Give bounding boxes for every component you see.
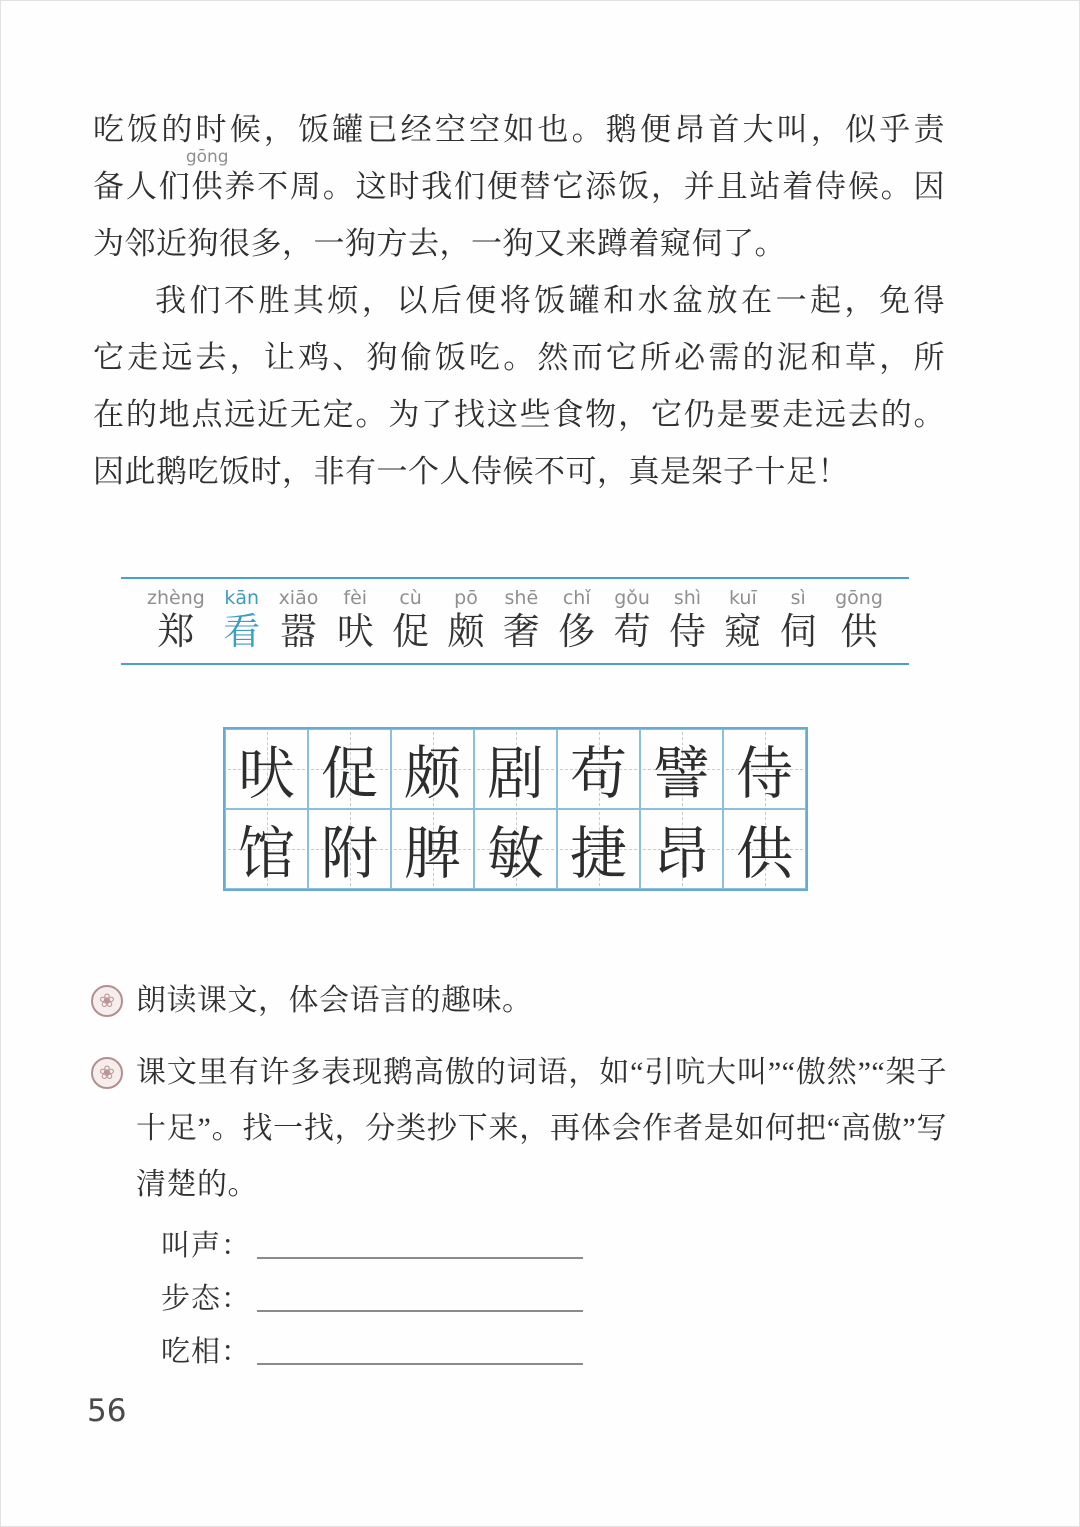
pinyin-annotation: gōng xyxy=(185,147,229,167)
grid-character: 促 xyxy=(321,743,378,806)
pinyin-strip-item xyxy=(558,586,595,656)
grid-cell xyxy=(391,729,474,809)
pinyin-label: shì xyxy=(673,587,702,609)
grid-cell xyxy=(640,809,723,889)
grid-cell xyxy=(308,809,391,889)
character: 奢 xyxy=(502,612,540,653)
pinyin-label: zhèng xyxy=(147,587,205,609)
grid-character: 剧 xyxy=(487,743,544,806)
grid-character: 脾 xyxy=(404,823,461,886)
exercise-1 xyxy=(91,973,947,1029)
grid-cell xyxy=(391,809,474,889)
pinyin-strip-item xyxy=(147,586,205,656)
grid-cell xyxy=(225,729,308,809)
fill-in-label: 步态： xyxy=(161,1283,252,1315)
grid-character: 馆 xyxy=(238,823,295,886)
writing-practice-grid xyxy=(223,727,808,891)
character: 侍 xyxy=(668,612,706,653)
passage-line xyxy=(93,147,946,215)
pinyin-label: gōng xyxy=(835,587,883,609)
exercise-2 xyxy=(91,1045,947,1213)
passage-line: 为邻近狗很多，一狗方去，一狗又来蹲着窥伺了。 xyxy=(93,226,786,261)
passage-line: 在的地点远近无定。为了找这些食物，它仍是要走远去的。 xyxy=(93,397,945,432)
pinyin-strip-item xyxy=(724,586,761,656)
character: 吠 xyxy=(336,612,374,653)
pinyin-strip-item xyxy=(337,586,374,656)
character: 供 xyxy=(840,612,878,653)
character: 侈 xyxy=(558,612,596,653)
pinyin-label: fèi xyxy=(343,587,368,609)
grid-cell xyxy=(474,809,557,889)
character: 促 xyxy=(392,612,430,653)
grid-character: 譬 xyxy=(653,743,710,806)
grid-cell xyxy=(225,809,308,889)
pinyin-label: gǒu xyxy=(614,587,650,609)
pinyin-label: sì xyxy=(790,587,806,609)
annotated-char: 供 xyxy=(191,169,223,204)
grid-cell xyxy=(723,729,806,809)
grid-character: 供 xyxy=(736,823,793,886)
ornament-bullet-icon: ❀ xyxy=(91,1057,123,1089)
passage-line-segment: 养不周。这时我们便替它添饭，并且站着侍候。因 xyxy=(222,169,946,204)
pinyin-strip-item xyxy=(835,586,883,656)
page-number: 56 xyxy=(87,1393,127,1429)
pinyin-annotated-char xyxy=(185,147,229,215)
exercise-2-text xyxy=(136,1045,947,1213)
character: 窥 xyxy=(724,612,762,653)
fill-in-blank-line xyxy=(257,1363,583,1365)
grid-cell xyxy=(557,809,640,889)
fill-in-label: 吃相： xyxy=(161,1336,252,1368)
pinyin-label: xiāo xyxy=(278,587,319,609)
passage-line: 它走远去，让鸡、狗偷饭吃。然而它所必需的泥和草，所 xyxy=(93,340,945,375)
pinyin-label: cù xyxy=(399,587,422,609)
fill-in-blank-line xyxy=(257,1310,583,1312)
grid-character: 侍 xyxy=(736,743,793,806)
grid-cell xyxy=(557,729,640,809)
fill-in-section xyxy=(161,1213,583,1372)
grid-character: 附 xyxy=(321,823,378,886)
pinyin-strip-item-highlighted xyxy=(223,586,260,656)
fill-in-row xyxy=(161,1266,583,1319)
fill-in-label: 叫声： xyxy=(161,1230,252,1262)
pinyin-strip xyxy=(121,577,909,665)
exercise-line: 课文里有许多表现鹅高傲的词语，如“引吭大叫”“傲然”“架子 xyxy=(136,1056,947,1089)
pinyin-label: chǐ xyxy=(562,587,591,609)
pinyin-label: shē xyxy=(504,587,539,609)
exercise-line: 朗读课文，体会语言的趣味。 xyxy=(136,984,533,1017)
pinyin-strip-item xyxy=(780,586,817,656)
character: 伺 xyxy=(779,612,817,653)
character: 颇 xyxy=(447,612,485,653)
character: 郑 xyxy=(157,612,195,653)
pinyin-strip-item xyxy=(392,586,429,656)
exercise-1-text xyxy=(136,973,947,1029)
pinyin-strip-item xyxy=(279,586,319,656)
grid-character: 敏 xyxy=(487,823,544,886)
passage-line: 我们不胜其烦，以后便将饭罐和水盆放在一起，免得 xyxy=(155,283,945,318)
exercise-line: 清楚的。 xyxy=(136,1168,258,1201)
grid-character: 昂 xyxy=(653,823,710,886)
passage-line-segment: 备人们 xyxy=(93,169,192,204)
fill-in-row xyxy=(161,1319,583,1372)
grid-character: 颇 xyxy=(404,743,461,806)
grid-cell xyxy=(723,809,806,889)
pinyin-strip-item xyxy=(669,586,706,656)
passage-line: 吃饭的时候，饭罐已经空空如也。鹅便昂首大叫，似乎责 xyxy=(93,112,945,147)
exercise-line: 十足”。找一找，分类抄下来，再体会作者是如何把“高傲”写 xyxy=(136,1112,947,1145)
grid-character: 苟 xyxy=(570,743,627,806)
grid-cell xyxy=(640,729,723,809)
pinyin-strip-item xyxy=(503,586,540,656)
pinyin-strip-item xyxy=(614,586,651,656)
character: 苟 xyxy=(613,612,651,653)
passage-line: 因此鹅吃饭时，非有一个人侍候不可，真是架子十足！ xyxy=(93,454,849,489)
pinyin-label: pō xyxy=(454,587,478,609)
character: 看 xyxy=(223,612,261,653)
pinyin-label: kuī xyxy=(728,587,757,609)
fill-in-blank-line xyxy=(257,1257,583,1259)
grid-cell xyxy=(308,729,391,809)
pinyin-label: kān xyxy=(224,587,260,609)
ornament-bullet-icon: ❀ xyxy=(91,985,123,1017)
grid-cell xyxy=(474,729,557,809)
pinyin-strip-item xyxy=(447,586,484,656)
grid-character: 吠 xyxy=(238,743,295,806)
lesson-passage xyxy=(93,101,945,500)
character: 嚣 xyxy=(279,612,317,653)
grid-character: 捷 xyxy=(570,823,627,886)
fill-in-row xyxy=(161,1213,583,1266)
